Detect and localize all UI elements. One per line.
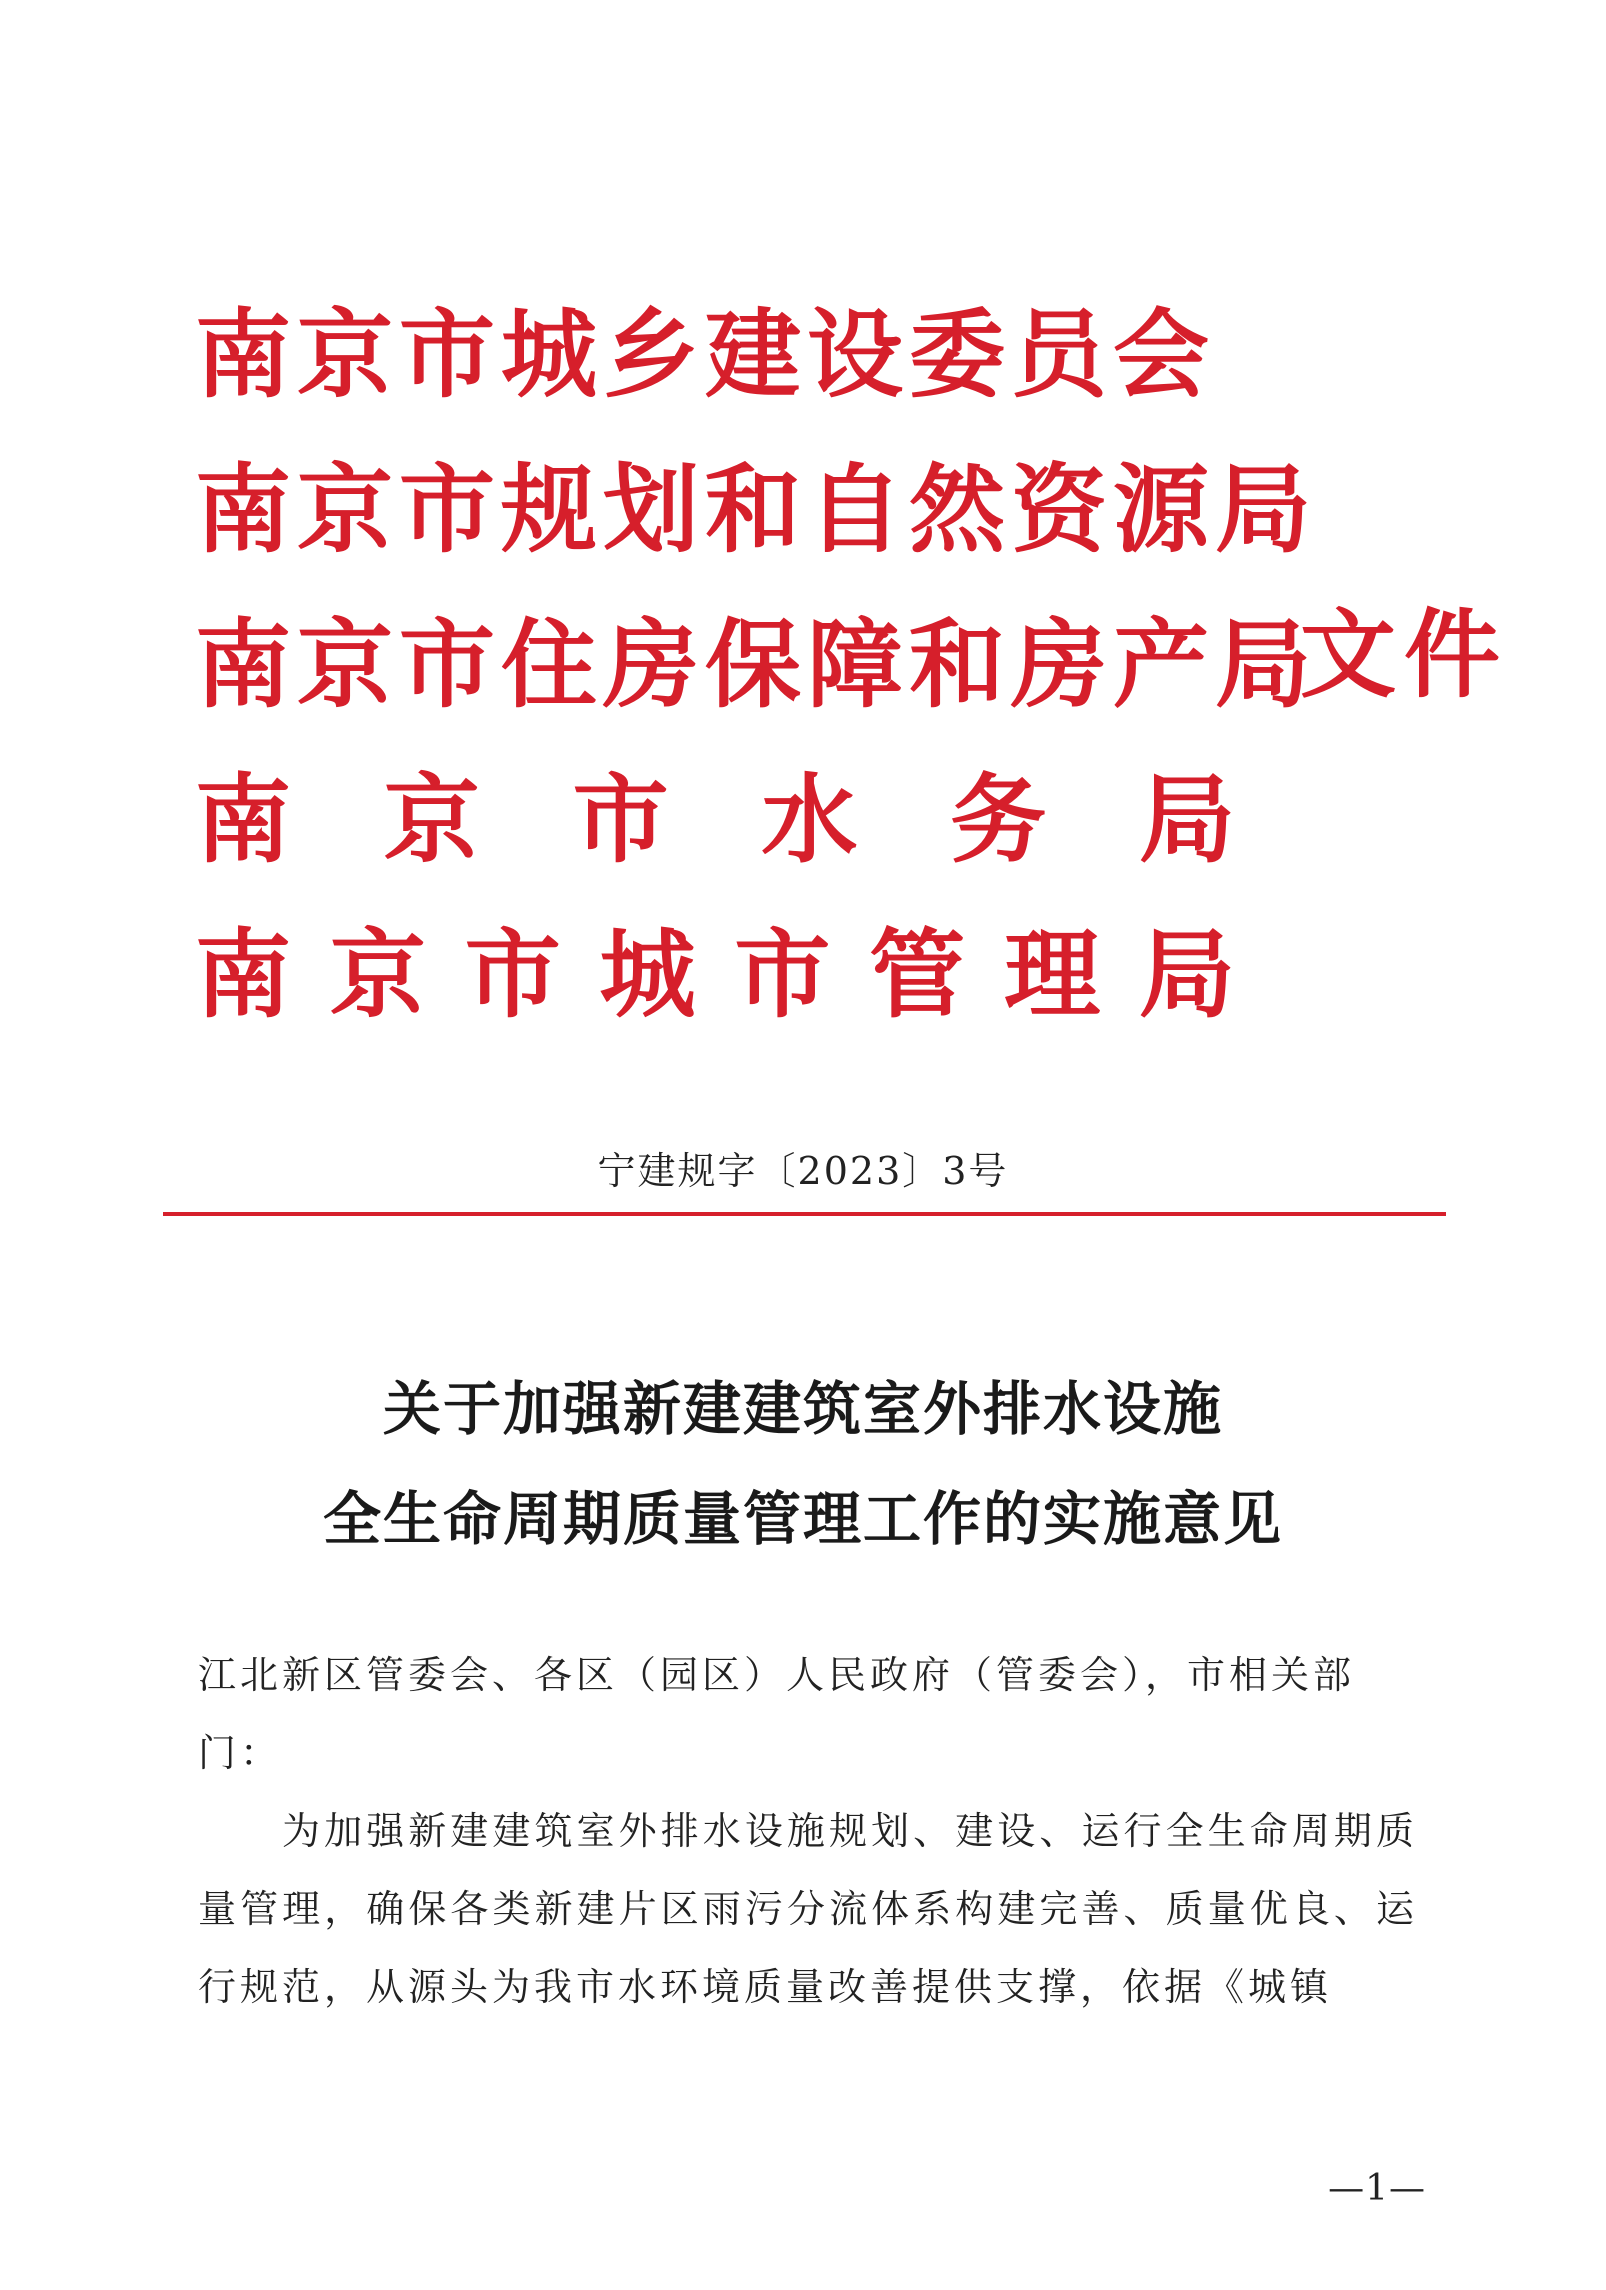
body-paragraph: 为加强新建建筑室外排水设施规划、建设、运行全生命周期质量管理，确保各类新建片区雨污分流体系构建完善、质量优良、运行规范，从源头为我市水环境质量改善提供支撑，依据《城镇 [198, 1809, 1418, 2009]
agency-urban-char: 京 [329, 919, 426, 1031]
agency-urban-char: 管 [869, 919, 966, 1031]
agency-construction-committee: 南京市城乡建设委员会 [195, 299, 1215, 411]
agency-urban-char: 城 [599, 919, 696, 1031]
agency-water-char: 京 [383, 764, 480, 876]
agency-water-char: 局 [1138, 764, 1235, 876]
document-number: 宁建规字〔2023〕3号 [597, 1149, 1009, 1193]
addressee: 江北新区管委会、各区（园区）人民政府（管委会），市相关部门： [198, 1653, 1356, 1775]
red-separator-line [163, 1212, 1446, 1216]
agency-urban-char: 市 [464, 919, 561, 1031]
agency-urban-management-bureau [195, 910, 1235, 1040]
agency-water-char: 南 [195, 764, 291, 876]
agency-water-char: 水 [761, 764, 858, 876]
agency-water-char: 务 [950, 764, 1047, 876]
agency-planning-resources-bureau: 南京市规划和自然资源局 [195, 454, 1317, 566]
agency-water-bureau [195, 755, 1235, 885]
agency-urban-char: 局 [1138, 919, 1235, 1031]
agency-housing-bureau: 南京市住房保障和房产局 [195, 609, 1317, 721]
agency-water-char: 市 [572, 764, 669, 876]
agency-urban-char: 理 [1004, 919, 1101, 1031]
page-number: —1— [1328, 2168, 1426, 2209]
file-suffix: 文件 [1300, 599, 1508, 711]
agency-urban-char: 市 [734, 919, 831, 1031]
document-title-line-1: 关于加强新建建筑室外排水设施 [382, 1375, 1223, 1443]
agency-urban-char: 南 [195, 919, 291, 1031]
document-title-line-2: 全生命周期质量管理工作的实施意见 [322, 1485, 1283, 1553]
